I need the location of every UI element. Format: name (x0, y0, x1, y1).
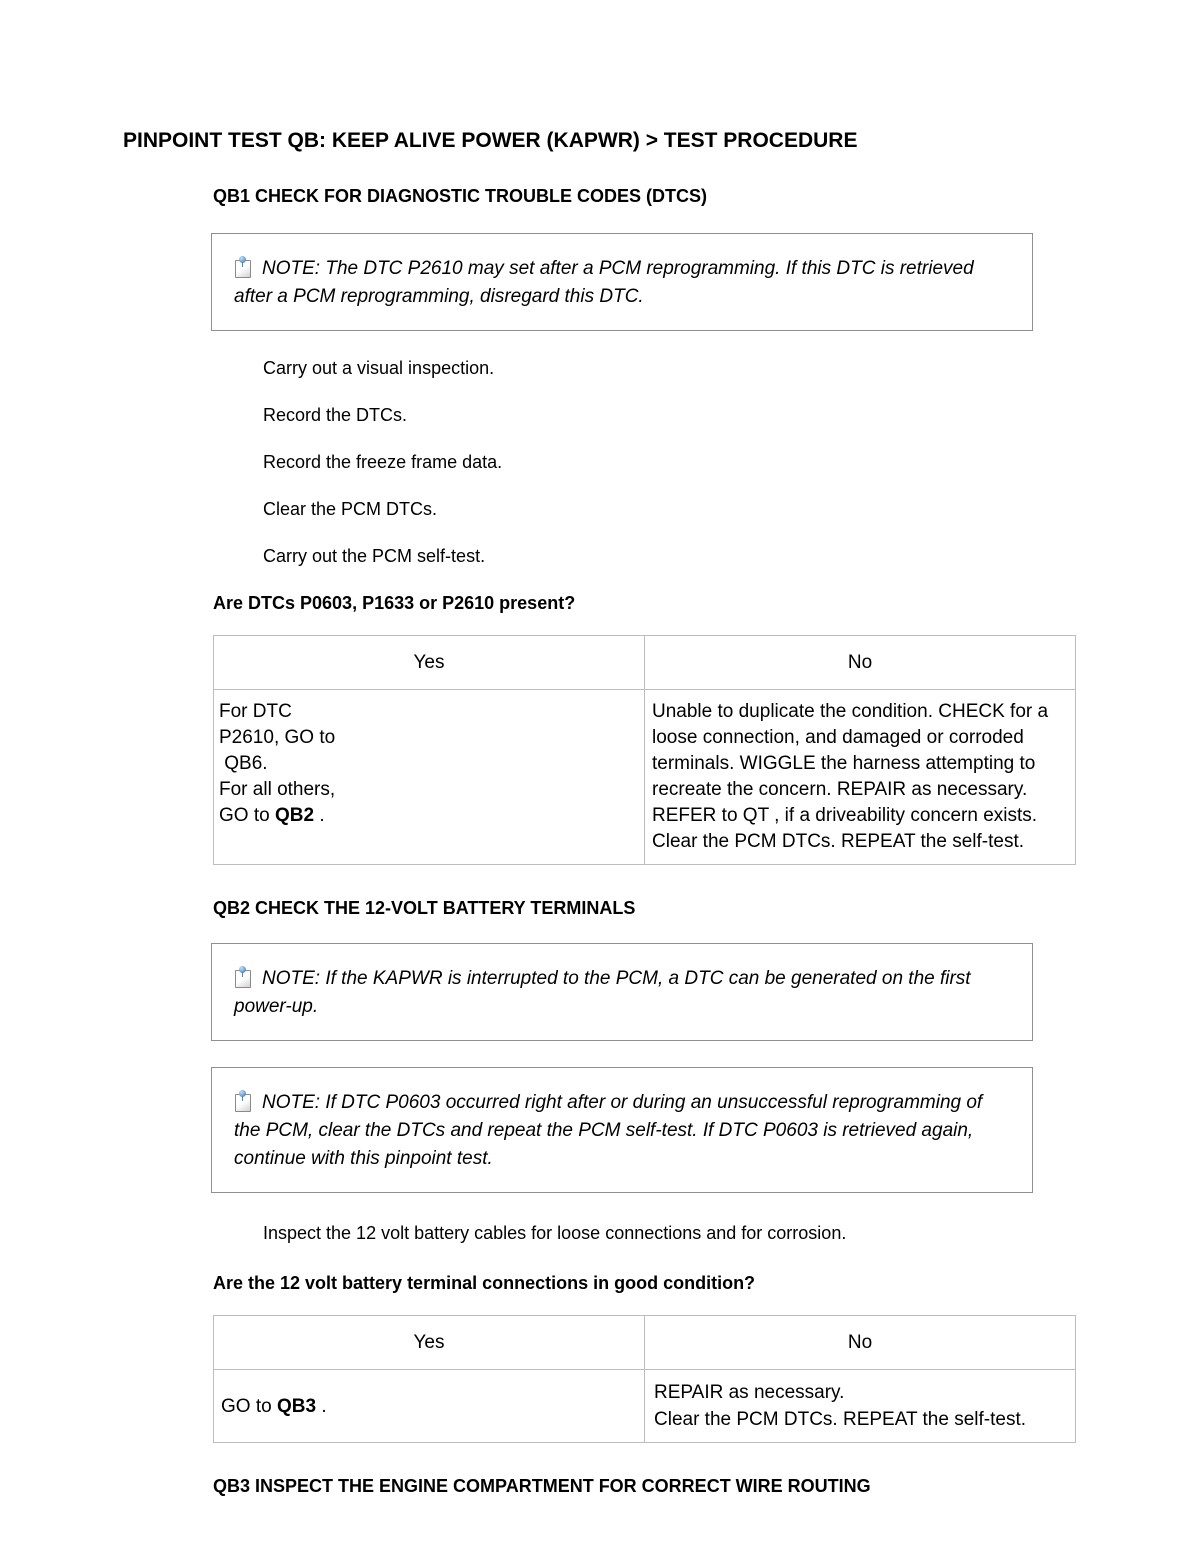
qb2-heading: QB2 CHECK THE 12-VOLT BATTERY TERMINALS (213, 898, 636, 918)
qb1-note-box (211, 233, 1033, 331)
no-cell-line: REPAIR as necessary. (654, 1382, 845, 1403)
yes-column-header: Yes (214, 1316, 645, 1370)
qb2-yes-cell (214, 1370, 645, 1443)
yes-cell-goto-line (219, 803, 642, 829)
goto-prefix: GO to (221, 1395, 277, 1417)
goto-step-ref: QB3 (276, 1395, 317, 1417)
qb2-note2-text (234, 1089, 992, 1173)
qb1-step-2: Record the DTCs. (263, 405, 408, 425)
qb1-question: Are DTCs P0603, P1633 or P2610 present? (213, 593, 576, 613)
qb2-note1-text (234, 965, 992, 1021)
no-cell-paragraph: Unable to duplicate the condition. CHECK for a loose connection, and damaged or corroded terminals. WIGGLE the harness attempting to recreate the concern. REPAIR as necessary. REFER to QT , if a driveability concern exists. (652, 701, 1049, 826)
qb2-no-cell (645, 1370, 1076, 1443)
qb1-step-3: Record the freeze frame data. (263, 452, 503, 472)
goto-suffix: . (314, 805, 325, 826)
no-column-header: No (645, 636, 1076, 690)
note-pushpin-icon (234, 966, 252, 988)
qb3-heading: QB3 INSPECT THE ENGINE COMPARTMENT FOR CORRECT WIRE ROUTING (213, 1476, 871, 1496)
yes-cell-line: For DTC (219, 701, 292, 722)
no-cell-paragraph: Clear the PCM DTCs. REPEAT the self-test. (652, 831, 1025, 852)
qb2-step-1: Inspect the 12 volt battery cables for loose connections and for corrosion. (263, 1223, 847, 1243)
qb1-step-4: Clear the PCM DTCs. (263, 499, 438, 519)
goto-suffix: . (316, 1395, 327, 1417)
qb2-note-box-1 (211, 943, 1033, 1041)
qb1-yes-cell (214, 690, 645, 865)
qb2-note2-content: NOTE: If DTC P0603 occurred right after or during an unsuccessful reprogramming of the PCM, clear the DTCs and repeat the PCM self-test. If DTC P0603 is retrieved again, continue with this pinpoint test. (234, 1092, 983, 1169)
yes-cell-line: P2610, GO to (219, 727, 336, 748)
qb1-heading: QB1 CHECK FOR DIAGNOSTIC TROUBLE CODES (DTCS) (213, 186, 708, 206)
note-pushpin-icon (234, 256, 252, 278)
yes-column-header: Yes (214, 636, 645, 690)
note-pushpin-icon (234, 1090, 252, 1112)
qb1-decision-table (213, 635, 1076, 865)
table-header-row (214, 636, 1076, 690)
no-cell-line: Clear the PCM DTCs. REPEAT the self-test. (654, 1409, 1027, 1430)
qb2-note-box-2 (211, 1067, 1033, 1193)
qb1-note-text (234, 255, 992, 311)
page-title: PINPOINT TEST QB: KEEP ALIVE POWER (KAPWR) > TEST PROCEDURE (123, 129, 858, 152)
qb1-step-5: Carry out the PCM self-test. (263, 546, 486, 566)
table-header-row (214, 1316, 1076, 1370)
qb1-no-cell (645, 690, 1076, 865)
yes-cell-line: For all others, (219, 779, 336, 800)
table-row (214, 690, 1076, 865)
qb2-question: Are the 12 volt battery terminal connections in good condition? (213, 1273, 756, 1293)
goto-step-ref: QB2 (274, 805, 315, 826)
qb2-note1-content: NOTE: If the KAPWR is interrupted to the PCM, a DTC can be generated on the first power-up. (234, 968, 971, 1017)
goto-prefix: GO to (219, 805, 275, 826)
no-column-header: No (645, 1316, 1076, 1370)
qb1-step-1: Carry out a visual inspection. (263, 358, 495, 378)
qb1-note-content: NOTE: The DTC P2610 may set after a PCM reprogramming. If this DTC is retrieved after a PCM reprogramming, disregard this DTC. (234, 258, 974, 307)
table-row (214, 1370, 1076, 1443)
qb2-decision-table (213, 1315, 1076, 1443)
yes-cell-line: QB6. (219, 753, 268, 774)
